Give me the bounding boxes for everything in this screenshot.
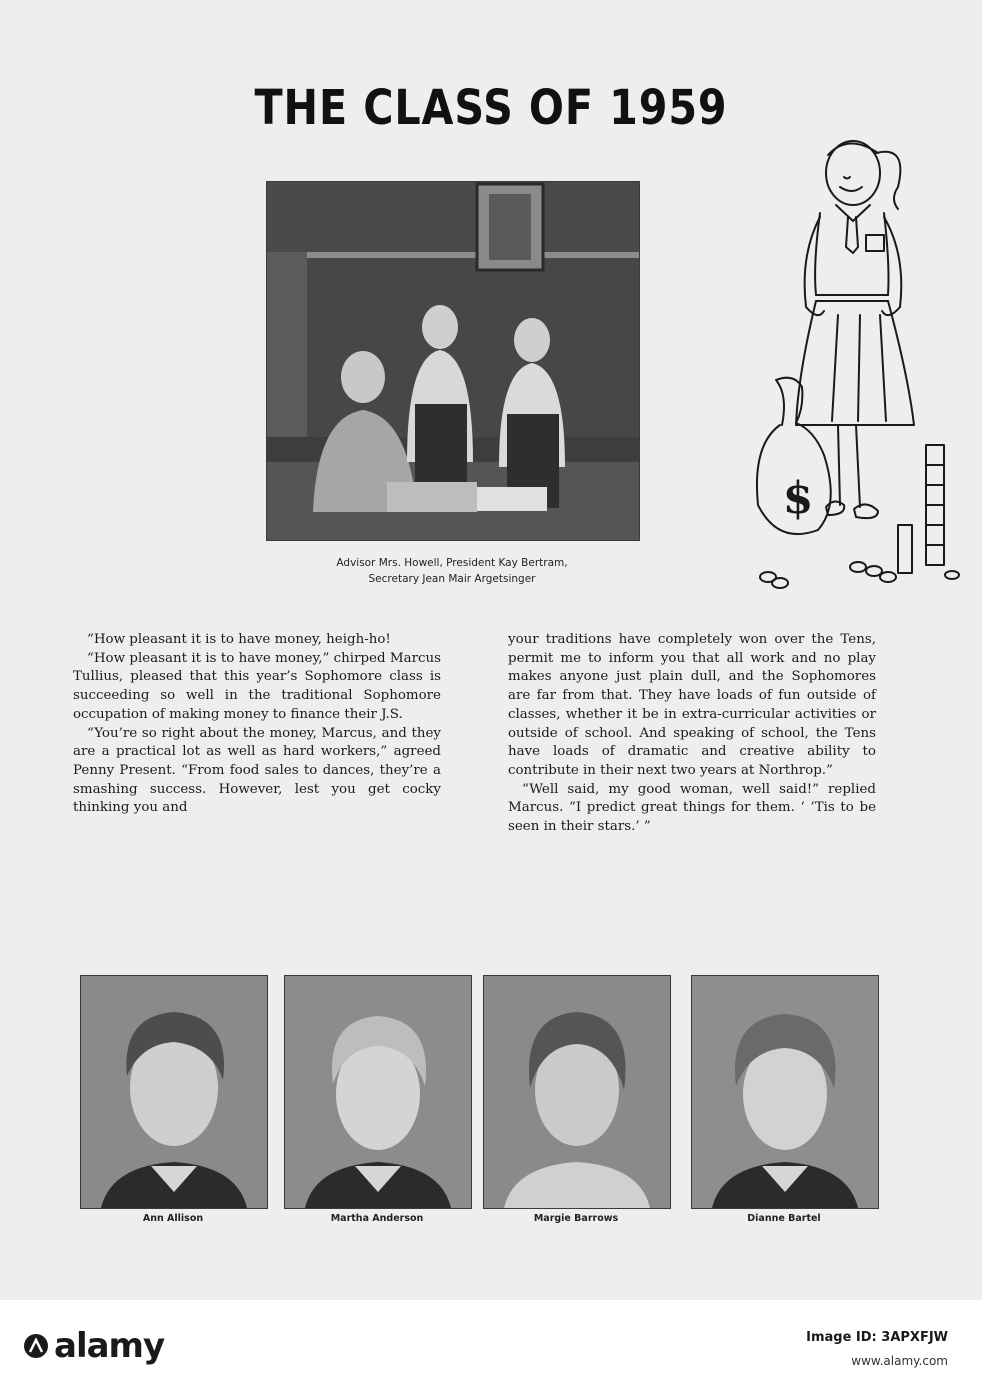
portrait-photo [483, 975, 671, 1209]
image-id: Image ID: 3APXFJW [806, 1330, 948, 1345]
alamy-wordmark: alamy [54, 1326, 165, 1366]
caption-line-2: Secretary Jean Mair Argetsinger [368, 573, 536, 585]
girl-with-money-bag-illustration [748, 125, 963, 595]
body-paragraph: “How pleasant it is to have money,” chirped Marcus Tullius, pleased that this year’s Sophomore class is succeeding so well in the traditional Sophomore occupation of making money to finance their J.S. [73, 650, 441, 722]
group-photo [266, 181, 640, 541]
group-photo-caption [266, 555, 638, 587]
portrait-photo [80, 975, 268, 1209]
portrait-photo [284, 975, 472, 1209]
body-paragraph: your traditions have completely won over the Tens, permit me to inform you that all work and no play makes anyone just plain dull, and the Sophomores are far from that. They have loads of fun outside of classes, whether it be in extra-curricular activities or outside of school. And speaking of school, the Tens have loads of dramatic and creative ability to contribute in their next two years at Northrop.” [508, 632, 876, 778]
body-paragraph: “How pleasant it is to have money, heigh-ho! [87, 632, 391, 647]
body-paragraph: “Well said, my good woman, well said!” replied Marcus. “I predict great things for them. ‘ ’Tis to be seen in their stars.’ ” [508, 781, 876, 835]
footer-url: www.alamy.com [851, 1354, 948, 1368]
alamy-logo [22, 1326, 164, 1366]
portrait-photo [691, 975, 879, 1209]
stock-footer [0, 1300, 982, 1390]
page-title: THE CLASS OF 1959 [254, 80, 728, 136]
portrait-name: Ann Allison [142, 1213, 204, 1224]
portrait-name: Dianne Bartel [747, 1213, 821, 1224]
body-left-column [73, 631, 441, 818]
body-right-column [508, 631, 876, 837]
dollar-sign: $ [782, 473, 814, 524]
alamy-mark-icon [22, 1332, 50, 1360]
body-paragraph: “You’re so right about the money, Marcus, and they are a practical lot as well as hard workers,” agreed Penny Present. “From food sales to dances, they’re a smashing success. However, lest you get cocky thinking you and [73, 725, 441, 816]
portrait-name: Martha Anderson [330, 1213, 424, 1224]
caption-line-1: Advisor Mrs. Howell, President Kay Bertram, [336, 557, 568, 569]
portrait-name: Margie Barrows [533, 1213, 619, 1224]
